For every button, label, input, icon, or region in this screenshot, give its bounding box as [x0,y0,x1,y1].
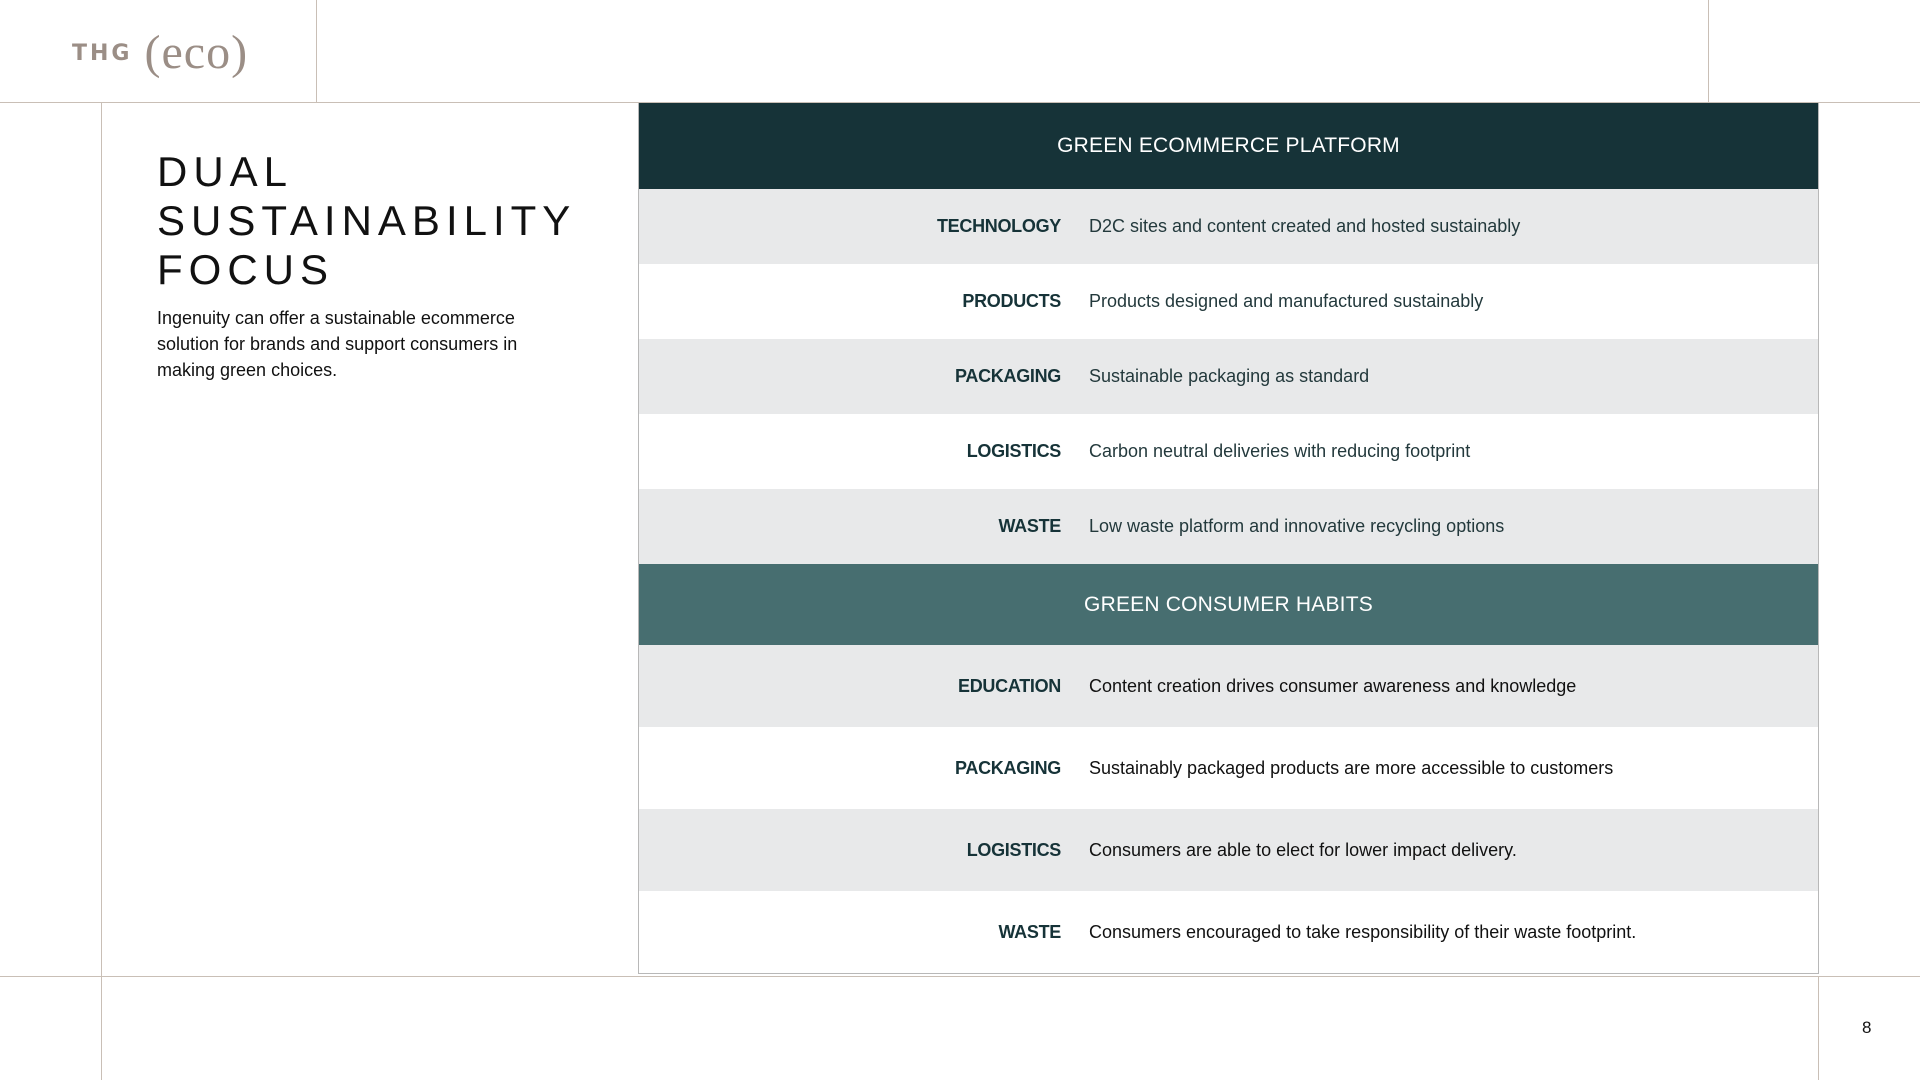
row-text: Sustainable packaging as standard [1089,366,1370,386]
table-row [639,727,1818,809]
row-label: PACKAGING [955,757,1061,778]
row-text: Consumers encouraged to take responsibility of their waste footprint. [1089,921,1637,942]
sustainability-table [638,103,1819,974]
page-title [157,147,577,294]
table-row [639,414,1818,489]
row-text: Sustainably packaged products are more accessible to customers [1089,757,1614,778]
bottom-divider [0,976,1920,977]
row-label: WASTE [998,516,1061,536]
platform-section-header: GREEN ECOMMERCE PLATFORM [639,103,1818,189]
row-label: TECHNOLOGY [936,216,1061,236]
table-row [639,809,1818,891]
description: Ingenuity can offer a sustainable ecommerce solution for brands and support consumers in making green choices. [157,308,518,380]
row-label: PRODUCTS [962,291,1061,311]
table-row [639,891,1818,973]
consumer-section-header: GREEN CONSUMER HABITS [639,564,1818,645]
title-line: FOCUS [157,246,334,293]
title-line: DUAL [157,148,294,195]
table-row [639,645,1818,727]
row-text: Carbon neutral deliveries with reducing footprint [1089,441,1471,461]
top-right-divider [1708,0,1709,102]
page-number: 8 [1862,1018,1872,1037]
row-text: Low waste platform and innovative recycling options [1089,516,1505,536]
table-row [639,189,1818,264]
row-label: LOGISTICS [966,839,1061,860]
row-text: Products designed and manufactured sustainably [1089,291,1484,311]
table-row [639,339,1818,414]
thg-eco-logo [72,26,249,79]
title-line: SUSTAINABILITY [157,197,577,244]
right-margin-line [1818,976,1819,1080]
logo-divider [316,0,317,102]
left-margin-line [101,102,102,1080]
row-text: Content creation drives consumer awareness and knowledge [1089,675,1577,696]
table-row [639,489,1818,564]
row-text: D2C sites and content created and hosted sustainably [1089,216,1521,236]
row-label: LOGISTICS [966,441,1061,461]
row-label: PACKAGING [955,366,1061,386]
logo-brand: (eco) [144,26,249,79]
table-row [639,264,1818,339]
row-label: WASTE [998,921,1061,942]
logo-prefix: THG [72,40,133,66]
row-label: EDUCATION [958,675,1061,696]
row-text: Consumers are able to elect for lower impact delivery. [1089,839,1517,860]
